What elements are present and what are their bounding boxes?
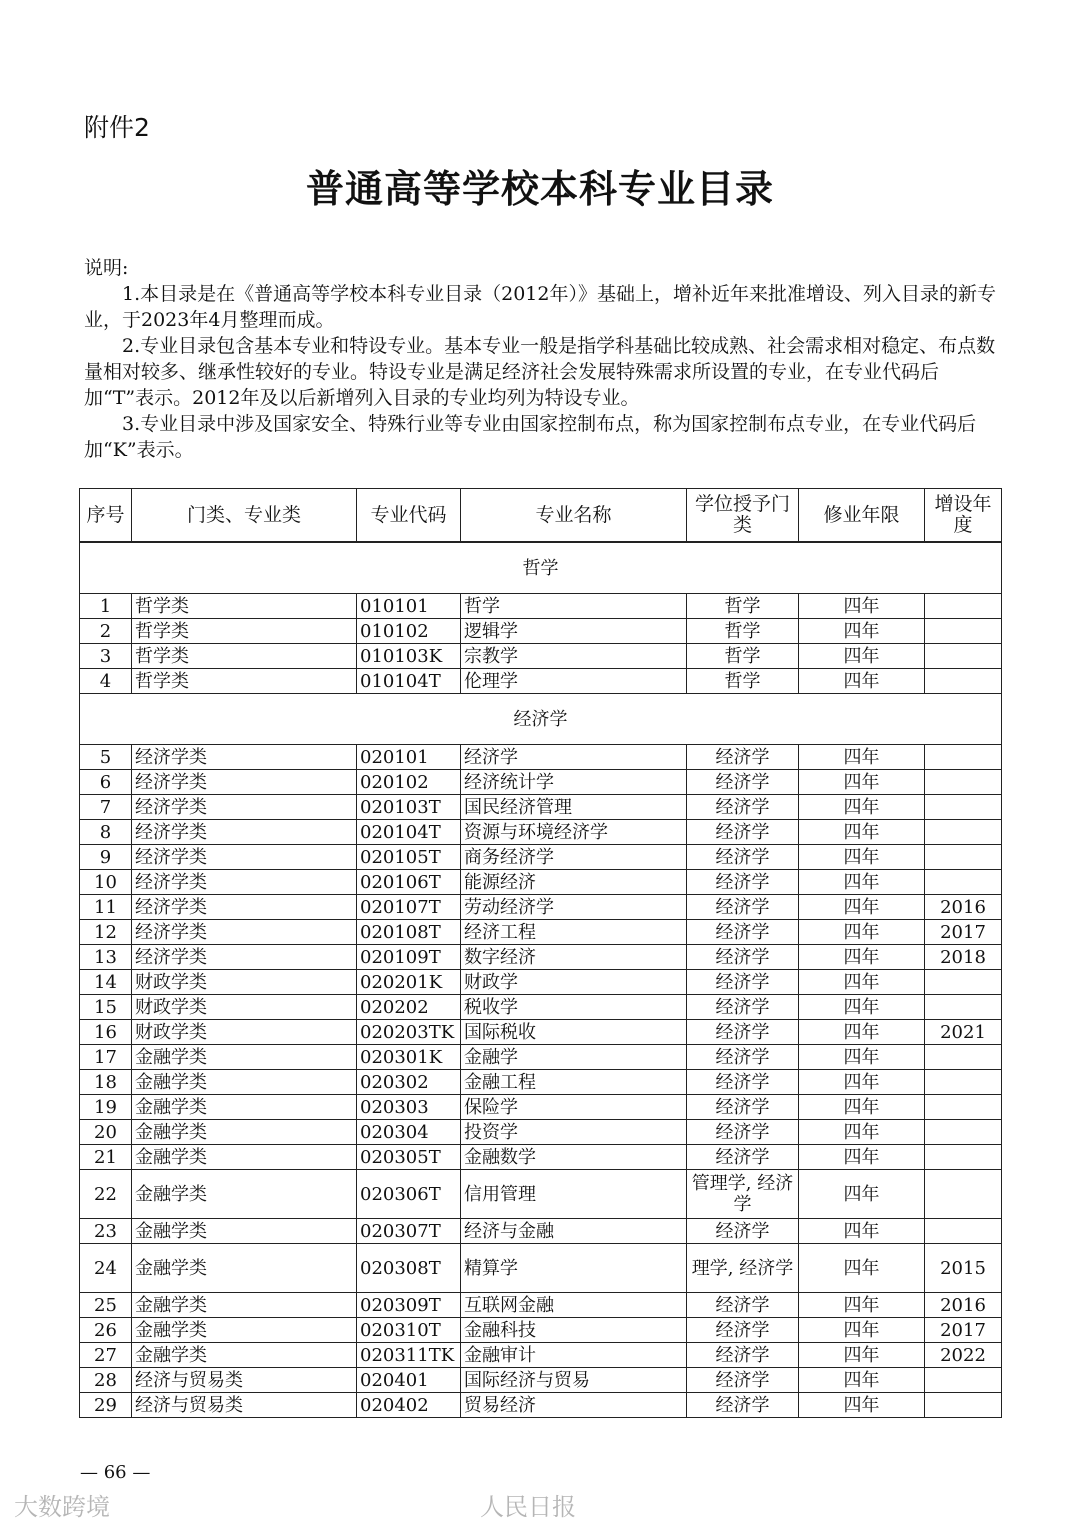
table-cell xyxy=(925,795,1002,820)
table-cell: 四年 xyxy=(799,1393,925,1418)
table-cell: 经济学 xyxy=(687,895,799,920)
notes-item-2: 2.专业目录包含基本专业和特设专业。基本专业一般是指学科基础比较成熟、社会需求相对稳定、布点数量相对较多、继承性较好的专业。特设专业是满足经济社会发展特殊需求所设置的专业，在专业代码后加“T”表示。2012年及以后新增列入目录的专业均列为特设专业。 xyxy=(84,335,996,409)
table-cell: 2021 xyxy=(925,1020,1002,1045)
table-cell: 税收学 xyxy=(461,995,687,1020)
table-cell: 9 xyxy=(80,845,132,870)
table-cell: 3 xyxy=(80,644,132,669)
table-cell: 四年 xyxy=(799,820,925,845)
table-cell: 经济学 xyxy=(687,1293,799,1318)
table-cell: 020109T xyxy=(357,945,461,970)
table-cell: 经济与金融 xyxy=(461,1219,687,1244)
table-cell xyxy=(925,1095,1002,1120)
column-header: 专业代码 xyxy=(357,489,461,543)
table-cell: 贸易经济 xyxy=(461,1393,687,1418)
table-cell: 经济与贸易类 xyxy=(132,1393,357,1418)
table-cell: 四年 xyxy=(799,1293,925,1318)
table-cell: 4 xyxy=(80,669,132,694)
table-body xyxy=(80,542,1002,1418)
table-cell: 金融审计 xyxy=(461,1343,687,1368)
table-cell: 金融学类 xyxy=(132,1244,357,1293)
table-cell: 哲学 xyxy=(687,644,799,669)
table-cell xyxy=(925,594,1002,619)
table-cell: 010104T xyxy=(357,669,461,694)
table-row xyxy=(80,594,1002,619)
table-row xyxy=(80,619,1002,644)
table-cell: 经济学 xyxy=(687,1343,799,1368)
section-row xyxy=(80,542,1002,594)
table-cell xyxy=(925,995,1002,1020)
table-cell: 17 xyxy=(80,1045,132,1070)
table-cell: 13 xyxy=(80,945,132,970)
table-cell: 2 xyxy=(80,619,132,644)
table-cell: 金融学类 xyxy=(132,1045,357,1070)
table-cell: 020308T xyxy=(357,1244,461,1293)
table-row xyxy=(80,1318,1002,1343)
table-cell: 经济学 xyxy=(687,1393,799,1418)
table-cell: 27 xyxy=(80,1343,132,1368)
table-cell: 经济学类 xyxy=(132,845,357,870)
table-cell: 管理学, 经济学 xyxy=(687,1170,799,1219)
table-cell: 经济学类 xyxy=(132,895,357,920)
table-cell: 四年 xyxy=(799,745,925,770)
table-cell xyxy=(925,619,1002,644)
table-cell xyxy=(925,1368,1002,1393)
table-cell: 经济统计学 xyxy=(461,770,687,795)
table-cell: 020104T xyxy=(357,820,461,845)
table-cell: 资源与环境经济学 xyxy=(461,820,687,845)
table-cell: 020106T xyxy=(357,870,461,895)
table-row xyxy=(80,1393,1002,1418)
table-cell: 经济学 xyxy=(687,770,799,795)
table-cell: 020301K xyxy=(357,1045,461,1070)
table-cell: 2015 xyxy=(925,1244,1002,1293)
table-cell: 哲学 xyxy=(687,594,799,619)
table-row xyxy=(80,644,1002,669)
table-cell: 经济学 xyxy=(687,1095,799,1120)
table-cell xyxy=(925,870,1002,895)
table-cell: 经济学 xyxy=(461,745,687,770)
table-row xyxy=(80,1244,1002,1293)
table-cell: 经济学 xyxy=(687,795,799,820)
table-cell: 经济学类 xyxy=(132,920,357,945)
table-cell: 经济学 xyxy=(687,970,799,995)
table-cell: 四年 xyxy=(799,870,925,895)
table-cell: 经济学类 xyxy=(132,745,357,770)
table-row xyxy=(80,870,1002,895)
table-cell: 劳动经济学 xyxy=(461,895,687,920)
table-cell: 四年 xyxy=(799,1244,925,1293)
table-row xyxy=(80,669,1002,694)
table-cell xyxy=(925,845,1002,870)
table-cell: 经济学 xyxy=(687,745,799,770)
table-cell: 哲学 xyxy=(461,594,687,619)
table-cell: 财政学类 xyxy=(132,970,357,995)
table-cell: 金融学类 xyxy=(132,1343,357,1368)
table-row xyxy=(80,820,1002,845)
table-cell: 8 xyxy=(80,820,132,845)
table-cell: 10 xyxy=(80,870,132,895)
table-cell: 经济学类 xyxy=(132,820,357,845)
table-cell: 经济与贸易类 xyxy=(132,1368,357,1393)
table-cell xyxy=(925,1120,1002,1145)
page-number: — 66 — xyxy=(80,1462,151,1483)
table-cell: 23 xyxy=(80,1219,132,1244)
table-cell xyxy=(925,644,1002,669)
watermark-left: 大数跨境 xyxy=(14,1493,110,1521)
table-cell: 经济学类 xyxy=(132,870,357,895)
major-catalog-table xyxy=(79,488,1002,1418)
table-cell: 15 xyxy=(80,995,132,1020)
table-cell: 2017 xyxy=(925,920,1002,945)
table-cell: 哲学 xyxy=(687,669,799,694)
table-cell xyxy=(925,669,1002,694)
table-cell: 2018 xyxy=(925,945,1002,970)
table-cell: 020201K xyxy=(357,970,461,995)
table-cell: 经济学 xyxy=(687,1368,799,1393)
table-cell: 010102 xyxy=(357,619,461,644)
table-cell: 金融学类 xyxy=(132,1219,357,1244)
table-cell: 四年 xyxy=(799,995,925,1020)
table-row xyxy=(80,895,1002,920)
table-cell: 四年 xyxy=(799,644,925,669)
column-header: 学位授予门类 xyxy=(687,489,799,543)
table-row xyxy=(80,1170,1002,1219)
table-row xyxy=(80,1070,1002,1095)
table-cell: 四年 xyxy=(799,970,925,995)
table-cell: 经济学 xyxy=(687,870,799,895)
table-cell: 14 xyxy=(80,970,132,995)
column-header: 序号 xyxy=(80,489,132,543)
table-cell: 5 xyxy=(80,745,132,770)
table-cell: 020202 xyxy=(357,995,461,1020)
table-cell: 四年 xyxy=(799,594,925,619)
table-cell: 能源经济 xyxy=(461,870,687,895)
table-cell: 财政学 xyxy=(461,970,687,995)
table-cell: 金融学类 xyxy=(132,1120,357,1145)
table-cell: 金融科技 xyxy=(461,1318,687,1343)
table-row xyxy=(80,795,1002,820)
table-cell: 国际税收 xyxy=(461,1020,687,1045)
notes-item-3: 3.专业目录中涉及国家安全、特殊行业等专业由国家控制布点，称为国家控制布点专业，在专业代码后加“K”表示。 xyxy=(84,413,977,461)
table-cell: 2022 xyxy=(925,1343,1002,1368)
table-cell: 四年 xyxy=(799,1045,925,1070)
table-cell: 经济学 xyxy=(687,820,799,845)
table-cell: 逻辑学 xyxy=(461,619,687,644)
table-cell: 020302 xyxy=(357,1070,461,1095)
notes xyxy=(84,255,1000,463)
table-cell: 信用管理 xyxy=(461,1170,687,1219)
table-cell xyxy=(925,970,1002,995)
table-cell xyxy=(925,770,1002,795)
table-row xyxy=(80,845,1002,870)
table-cell: 2016 xyxy=(925,1293,1002,1318)
table-cell: 四年 xyxy=(799,619,925,644)
table-row xyxy=(80,970,1002,995)
table-cell: 经济学 xyxy=(687,1318,799,1343)
table-cell: 金融数学 xyxy=(461,1145,687,1170)
table-cell: 26 xyxy=(80,1318,132,1343)
table-cell: 四年 xyxy=(799,945,925,970)
table-cell: 28 xyxy=(80,1368,132,1393)
table-cell: 经济工程 xyxy=(461,920,687,945)
table-cell: 国际经济与贸易 xyxy=(461,1368,687,1393)
table-header-row xyxy=(80,489,1002,543)
table-cell xyxy=(925,820,1002,845)
notes-heading: 说明: xyxy=(84,257,129,279)
table-cell: 金融学类 xyxy=(132,1070,357,1095)
table-cell: 经济学 xyxy=(687,1070,799,1095)
table-cell xyxy=(925,1393,1002,1418)
table-cell: 四年 xyxy=(799,1219,925,1244)
table-row xyxy=(80,1095,1002,1120)
table-cell: 四年 xyxy=(799,845,925,870)
table-cell xyxy=(925,1070,1002,1095)
table-cell: 互联网金融 xyxy=(461,1293,687,1318)
table-cell: 投资学 xyxy=(461,1120,687,1145)
table-cell: 金融工程 xyxy=(461,1070,687,1095)
table-cell: 金融学类 xyxy=(132,1318,357,1343)
table-cell: 1 xyxy=(80,594,132,619)
table-cell: 2017 xyxy=(925,1318,1002,1343)
table-cell: 21 xyxy=(80,1145,132,1170)
table-cell: 020310T xyxy=(357,1318,461,1343)
table-cell: 四年 xyxy=(799,1070,925,1095)
table-cell: 哲学类 xyxy=(132,619,357,644)
table-cell: 保险学 xyxy=(461,1095,687,1120)
table-cell: 7 xyxy=(80,795,132,820)
table-cell: 金融学类 xyxy=(132,1170,357,1219)
table-cell: 理学, 经济学 xyxy=(687,1244,799,1293)
table-cell: 国民经济管理 xyxy=(461,795,687,820)
table-cell: 6 xyxy=(80,770,132,795)
table-cell: 财政学类 xyxy=(132,1020,357,1045)
page-title: 普通高等学校本科专业目录 xyxy=(305,166,774,211)
table-cell: 11 xyxy=(80,895,132,920)
table-cell: 2016 xyxy=(925,895,1002,920)
table-cell: 020102 xyxy=(357,770,461,795)
table-row xyxy=(80,995,1002,1020)
table-cell: 哲学 xyxy=(687,619,799,644)
table-cell xyxy=(925,1219,1002,1244)
table-cell: 经济学 xyxy=(687,1219,799,1244)
table-cell: 宗教学 xyxy=(461,644,687,669)
table-cell: 020108T xyxy=(357,920,461,945)
table-cell: 四年 xyxy=(799,1318,925,1343)
table-cell: 财政学类 xyxy=(132,995,357,1020)
table-cell: 四年 xyxy=(799,1095,925,1120)
table-cell: 经济学类 xyxy=(132,770,357,795)
column-header: 修业年限 xyxy=(799,489,925,543)
table-row xyxy=(80,1293,1002,1318)
section-row xyxy=(80,694,1002,745)
table-cell: 四年 xyxy=(799,770,925,795)
table-cell: 20 xyxy=(80,1120,132,1145)
table-cell: 商务经济学 xyxy=(461,845,687,870)
table-cell: 四年 xyxy=(799,895,925,920)
table-row xyxy=(80,1020,1002,1045)
table-row xyxy=(80,1219,1002,1244)
section-title: 经济学 xyxy=(80,694,1002,745)
table-row xyxy=(80,745,1002,770)
table-cell: 四年 xyxy=(799,1020,925,1045)
table-cell: 经济学 xyxy=(687,920,799,945)
table-cell: 四年 xyxy=(799,669,925,694)
table-cell: 经济学 xyxy=(687,995,799,1020)
table-cell: 四年 xyxy=(799,1368,925,1393)
table-cell: 经济学类 xyxy=(132,945,357,970)
table-cell: 经济学 xyxy=(687,1120,799,1145)
table-cell xyxy=(925,1145,1002,1170)
table-cell: 伦理学 xyxy=(461,669,687,694)
table-cell: 22 xyxy=(80,1170,132,1219)
table-cell xyxy=(925,1045,1002,1070)
table-cell: 020305T xyxy=(357,1145,461,1170)
table-cell: 020101 xyxy=(357,745,461,770)
table-cell: 020203TK xyxy=(357,1020,461,1045)
table-cell: 金融学类 xyxy=(132,1095,357,1120)
section-title: 哲学 xyxy=(80,542,1002,594)
table-cell: 18 xyxy=(80,1070,132,1095)
table-cell: 四年 xyxy=(799,1120,925,1145)
table-cell: 29 xyxy=(80,1393,132,1418)
table-cell: 16 xyxy=(80,1020,132,1045)
table-cell: 19 xyxy=(80,1095,132,1120)
table-row xyxy=(80,1343,1002,1368)
table-cell: 四年 xyxy=(799,795,925,820)
table-cell: 哲学类 xyxy=(132,594,357,619)
table-cell: 25 xyxy=(80,1293,132,1318)
attachment-label: 附件2 xyxy=(84,113,150,142)
table-cell: 经济学 xyxy=(687,1145,799,1170)
table-cell: 四年 xyxy=(799,920,925,945)
table-cell: 020402 xyxy=(357,1393,461,1418)
table-cell: 哲学类 xyxy=(132,644,357,669)
watermark-right: 人民日报 xyxy=(480,1493,576,1521)
table-cell: 哲学类 xyxy=(132,669,357,694)
table-cell: 020309T xyxy=(357,1293,461,1318)
column-header: 专业名称 xyxy=(461,489,687,543)
table-row xyxy=(80,920,1002,945)
column-header: 门类、专业类 xyxy=(132,489,357,543)
table-row xyxy=(80,1368,1002,1393)
table-cell: 020303 xyxy=(357,1095,461,1120)
table-cell: 经济学 xyxy=(687,1045,799,1070)
table-cell: 经济学 xyxy=(687,1020,799,1045)
table-cell: 数字经济 xyxy=(461,945,687,970)
table-cell: 经济学 xyxy=(687,945,799,970)
table-cell: 金融学类 xyxy=(132,1293,357,1318)
table-cell: 020306T xyxy=(357,1170,461,1219)
table-row xyxy=(80,1120,1002,1145)
table-cell: 经济学 xyxy=(687,845,799,870)
table-cell: 四年 xyxy=(799,1145,925,1170)
table-cell: 金融学类 xyxy=(132,1145,357,1170)
table-cell xyxy=(925,745,1002,770)
table-cell: 四年 xyxy=(799,1170,925,1219)
table-row xyxy=(80,770,1002,795)
table-cell: 020105T xyxy=(357,845,461,870)
table-cell: 020107T xyxy=(357,895,461,920)
notes-item-1: 1.本目录是在《普通高等学校本科专业目录（2012年）》基础上，增补近年来批准增设、列入目录的新专业，于2023年4月整理而成。 xyxy=(84,283,996,331)
table-row xyxy=(80,1145,1002,1170)
table-cell xyxy=(925,1170,1002,1219)
table-cell: 020311TK xyxy=(357,1343,461,1368)
table-row xyxy=(80,945,1002,970)
table-cell: 010103K xyxy=(357,644,461,669)
table-cell: 精算学 xyxy=(461,1244,687,1293)
table-cell: 12 xyxy=(80,920,132,945)
table-cell: 020103T xyxy=(357,795,461,820)
table-cell: 经济学类 xyxy=(132,795,357,820)
table-cell: 020401 xyxy=(357,1368,461,1393)
table-cell: 四年 xyxy=(799,1343,925,1368)
table-cell: 020304 xyxy=(357,1120,461,1145)
table-cell: 020307T xyxy=(357,1219,461,1244)
column-header: 增设年度 xyxy=(925,489,1002,543)
table-cell: 24 xyxy=(80,1244,132,1293)
table-cell: 金融学 xyxy=(461,1045,687,1070)
table-row xyxy=(80,1045,1002,1070)
table-cell: 010101 xyxy=(357,594,461,619)
